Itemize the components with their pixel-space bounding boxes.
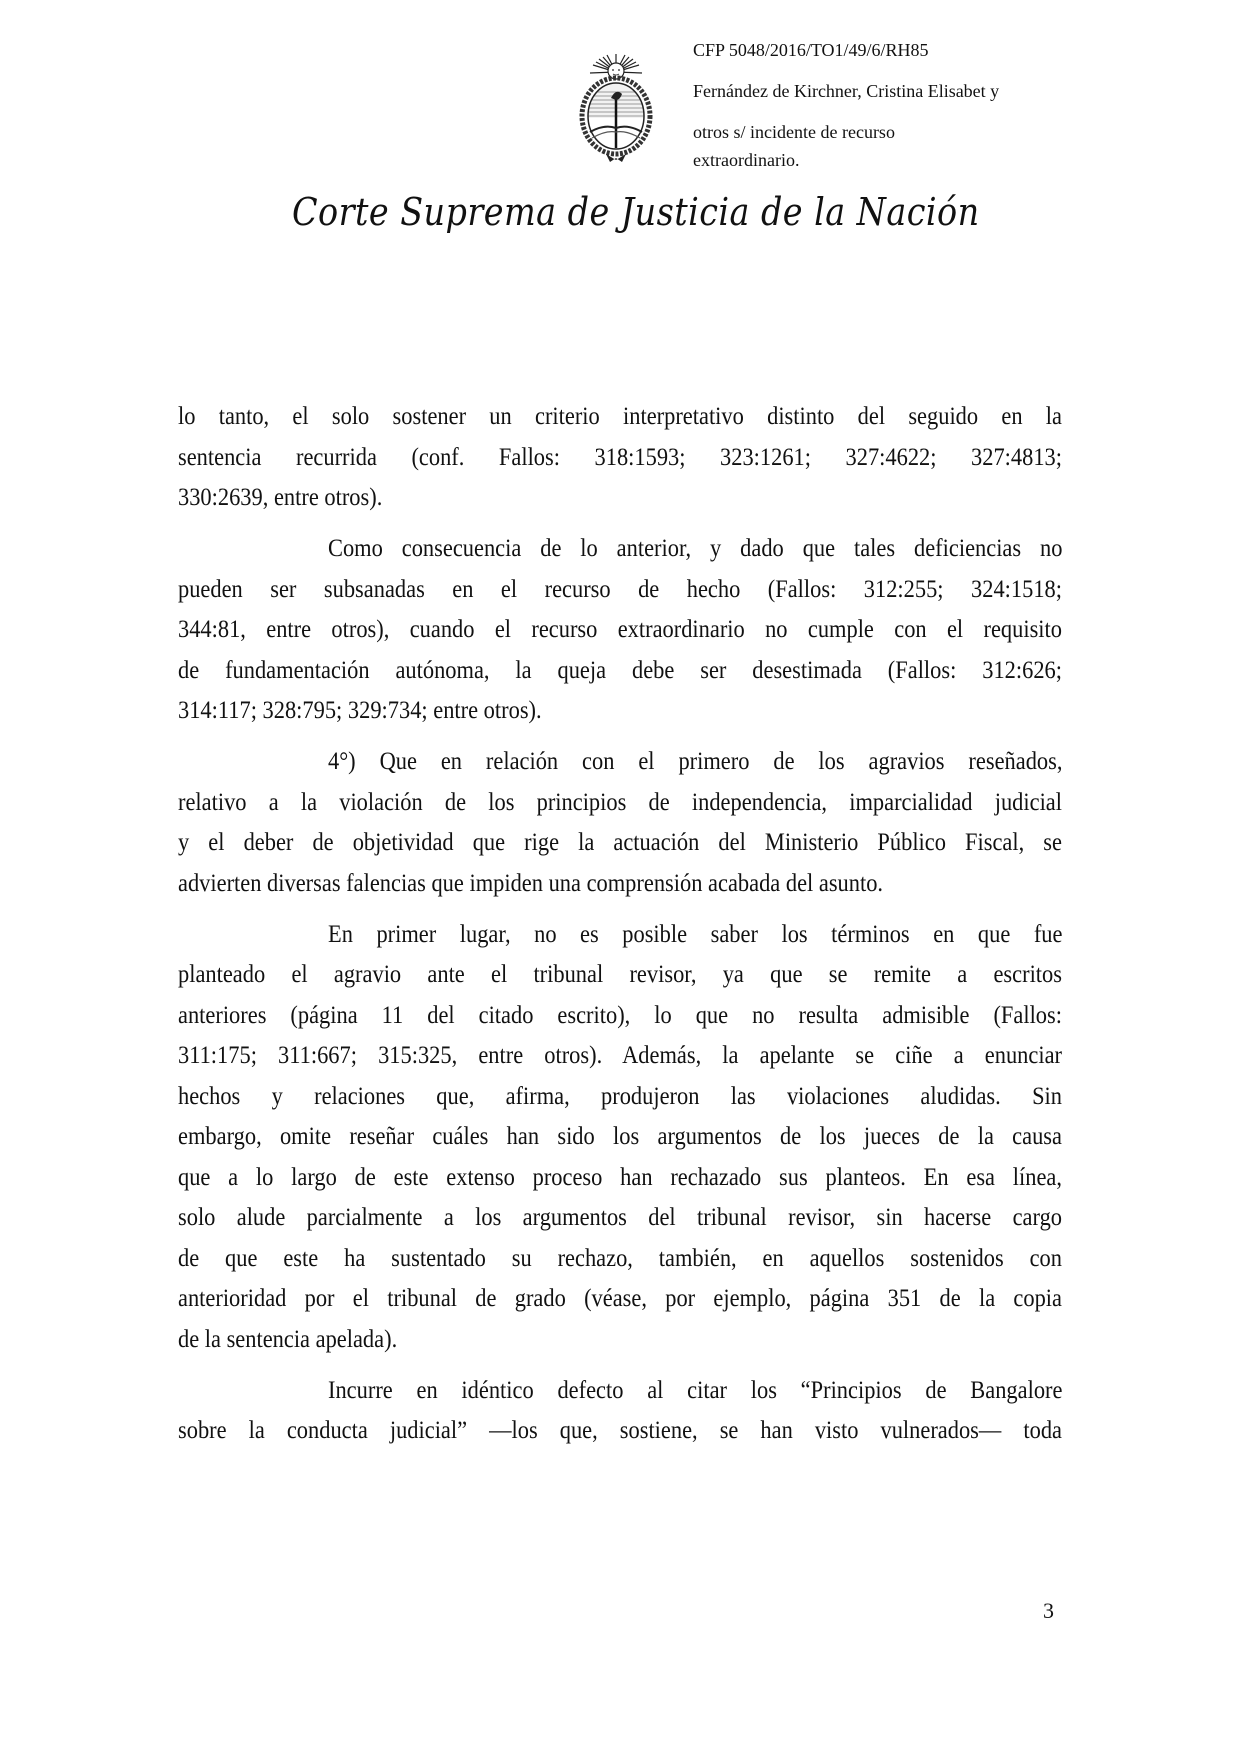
paragraph <box>178 914 1062 1360</box>
text-line <box>178 1410 1062 1451</box>
text-line <box>178 1116 1062 1157</box>
text-line-content: 311:175; 311:667; 315:325, entre otros). Además, la apelante se ciñe a enunciar <box>178 1040 1062 1069</box>
text-line <box>178 1238 1062 1279</box>
text-line-content: de la sentencia apelada). <box>178 1323 398 1353</box>
text-line-content: que a lo largo de este extenso proceso han rechazado sus planteos. En esa línea, <box>178 1161 1062 1191</box>
text-line <box>178 1157 1062 1198</box>
court-name: Corte Suprema de Justicia de la Nación <box>292 190 980 234</box>
text-line-content: relativo a la violación de los principios de independencia, imparcialidad judicial <box>178 786 1062 816</box>
text-line-content: advierten diversas falencias que impiden una comprensión acabada del asunto. <box>178 867 884 897</box>
text-line <box>178 822 1062 863</box>
text-line <box>178 741 1062 782</box>
case-number: CFP 5048/2016/TO1/49/6/RH85 <box>693 40 929 60</box>
text-line <box>178 954 1062 995</box>
text-line-content: sobre la conducta judicial” —los que, sostiene, se han visto vulnerados— toda <box>178 1415 1062 1444</box>
text-line-content: Incurre en idéntico defecto al citar los “Principios de Bangalore <box>328 1374 1063 1404</box>
text-line <box>178 995 1062 1036</box>
text-line-content: Como consecuencia de lo anterior, y dado que tales deficiencias no <box>328 533 1063 562</box>
text-line-content: anteriores (página 11 del citado escrito), lo que no resulta admisible (Fallos: <box>178 999 1062 1029</box>
text-line <box>178 782 1062 823</box>
text-line-content: sentencia recurrida (conf. Fallos: 318:1593; 323:1261; 327:4622; 327:4813; <box>178 441 1062 471</box>
page-number: 3 <box>1043 1598 1054 1623</box>
text-line-content: y el deber de objetividad que rige la actuación del Ministerio Público Fiscal, se <box>178 827 1062 856</box>
paragraph <box>178 396 1062 518</box>
text-line <box>178 1370 1062 1411</box>
text-line <box>178 528 1062 569</box>
text-line-content: anterioridad por el tribunal de grado (véase, por ejemplo, página 351 de la copia <box>178 1283 1062 1312</box>
case-title-line: otros s/ incidente de recurso <box>693 122 895 142</box>
text-line-content: 314:117; 328:795; 329:734; entre otros). <box>178 695 542 724</box>
text-line-content: 4°) Que en relación con el primero de los agravios reseñados, <box>328 746 1063 775</box>
text-line <box>178 863 1062 904</box>
text-line <box>178 690 1062 731</box>
text-line-content: pueden ser subsanadas en el recurso de hecho (Fallos: 312:255; 324:1518; <box>178 573 1062 603</box>
text-line <box>178 569 1062 610</box>
text-line-content: de que este ha sustentado su rechazo, también, en aquellos sostenidos con <box>178 1242 1062 1272</box>
case-title-line: Fernández de Kirchner, Cristina Elisabet y <box>693 81 1000 101</box>
text-line-content: lo tanto, el solo sostener un criterio interpretativo distinto del seguido en la <box>178 401 1062 430</box>
coat-of-arms-icon <box>576 52 656 164</box>
text-line <box>178 1035 1062 1076</box>
paragraph <box>178 741 1062 903</box>
text-line-content: planteado el agravio ante el tribunal revisor, ya que se remite a escritos <box>178 959 1062 988</box>
text-line-content: En primer lugar, no es posible saber los términos en que fue <box>328 918 1063 948</box>
text-line <box>178 914 1062 955</box>
text-line-content: de fundamentación autónoma, la queja debe ser desestimada (Fallos: 312:626; <box>178 654 1062 684</box>
text-line-content: 344:81, entre otros), cuando el recurso extraordinario no cumple con el requisito <box>178 614 1062 643</box>
text-line-content: embargo, omite reseñar cuáles han sido los argumentos de los jueces de la causa <box>178 1121 1062 1150</box>
text-line <box>178 396 1062 437</box>
text-line <box>178 1197 1062 1238</box>
text-line-content: 330:2639, entre otros). <box>178 482 383 511</box>
text-line <box>178 1076 1062 1117</box>
case-title-line: extraordinario. <box>693 150 800 170</box>
paragraph <box>178 1370 1062 1451</box>
text-line <box>178 1319 1062 1360</box>
text-line-content: solo alude parcialmente a los argumentos del tribunal revisor, sin hacerse cargo <box>178 1202 1062 1231</box>
paragraph <box>178 528 1062 731</box>
text-line <box>178 437 1062 478</box>
text-line <box>178 609 1062 650</box>
text-line <box>178 477 1062 518</box>
text-line-content: hechos y relaciones que, afirma, produjeron las violaciones aludidas. Sin <box>178 1080 1062 1110</box>
text-line <box>178 1278 1062 1319</box>
document-body <box>178 396 1062 1461</box>
text-line <box>178 650 1062 691</box>
